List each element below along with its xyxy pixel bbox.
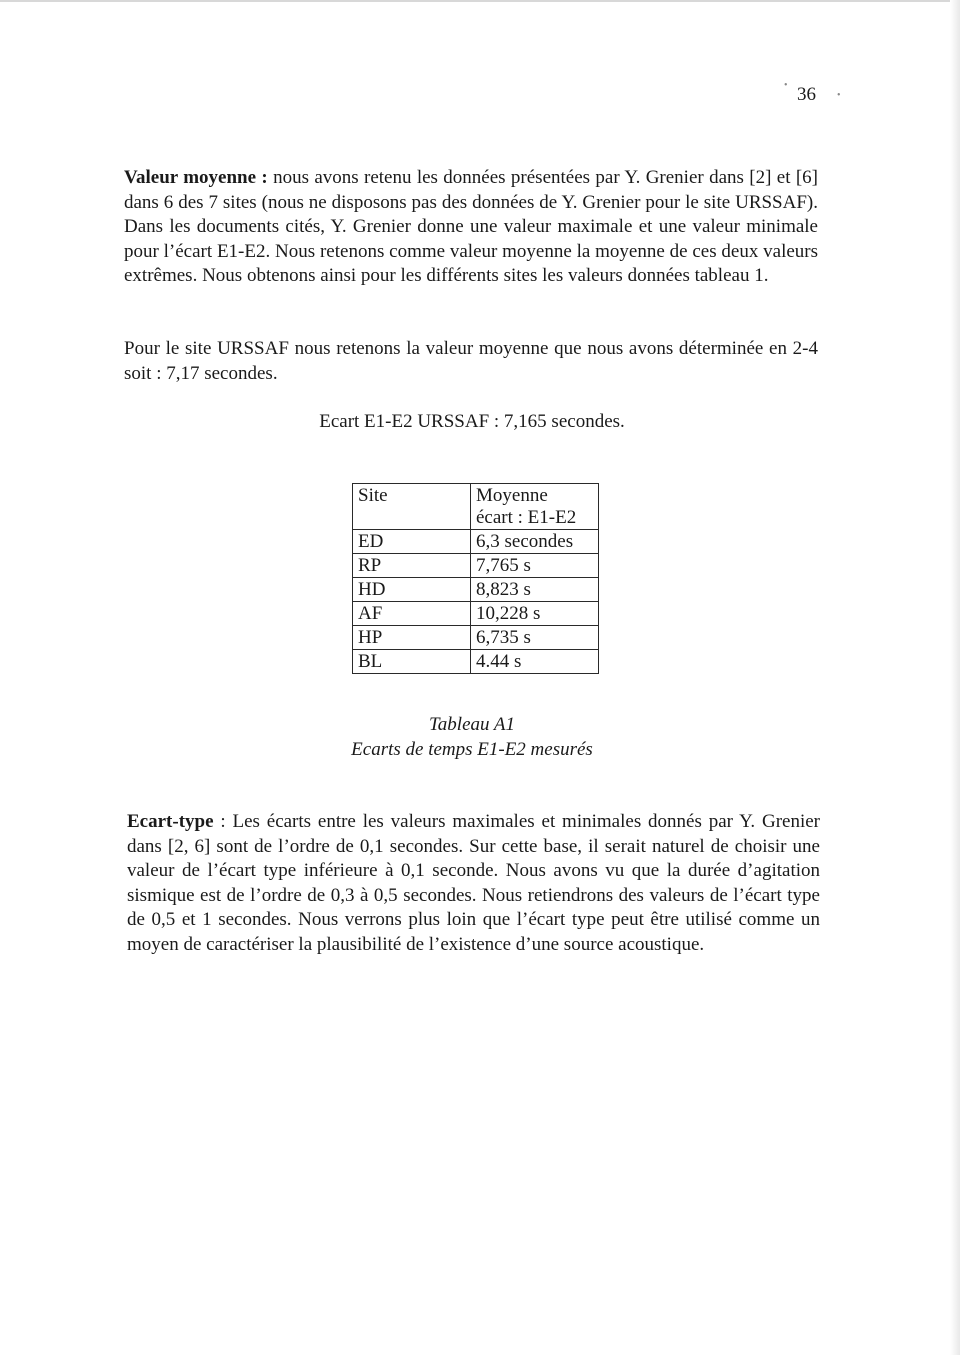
table-cell-value: 8,823 s (471, 578, 599, 602)
table-cell-site: BL (353, 650, 471, 674)
urssaf-gap-line: Ecart E1-E2 URSSAF : 7,165 secondes. (319, 411, 625, 432)
page-right-edge (950, 0, 960, 1355)
table-caption-subtitle: Ecarts de temps E1-E2 mesurés (351, 739, 593, 760)
table-row (353, 650, 599, 674)
table-cell-value: 7,765 s (471, 554, 599, 578)
paragraph-valeur-moyenne (124, 166, 818, 289)
table-row (353, 578, 599, 602)
table-header-mean-line1: Moyenne (476, 485, 548, 506)
scan-speck: • (784, 80, 788, 91)
data-table (352, 483, 599, 674)
table-cell-value: 6,3 secondes (471, 530, 599, 554)
table-cell-site: ED (353, 530, 471, 554)
table-header-site: Site (353, 484, 471, 530)
table-row (353, 626, 599, 650)
table-cell-value: 4.44 s (471, 650, 599, 674)
table-cell-site: HD (353, 578, 471, 602)
paragraph-text: : Les écarts entre les valeurs maximales et minimales donnés par Y. Grenier dans [2, 6] sont de l’ordre de 0,1 secondes. Sur cette base, il serait naturel de choisir une valeur de l’écart type inférieure à 0,1 seconde. Nous avons vu que la durée d’agitation sismique est de l’ordre de 0,3 à 0,5 secondes. Nous retiendrons des valeurs de l’écart type de 0,5 et 1 secondes. Nous verrons plus loin que l’écart type peut être utilisé comme un moyen de caractériser la plausibilité de l’existence d’une source acoustique. (127, 811, 820, 955)
table-caption-title: Tableau A1 (428, 714, 516, 735)
table-cell-site: AF (353, 602, 471, 626)
paragraph-text: nous avons retenu les données présentées par Y. Grenier dans [2] et [6] dans 6 des 7 sites (nous ne disposons pas des données de Y. Grenier pour le site URSSAF). Dans les documents cités, Y. Grenier donne une valeur maximale et une valeur minimale pour l’écart E1-E2. Nous retenons comme valeur moyenne la moyenne de ces deux valeurs extrêmes. Nous obtenons ainsi pour les différents sites les valeurs données tableau 1. (124, 167, 818, 287)
table-caption (0, 712, 944, 762)
table-row (353, 530, 599, 554)
page-top-edge (0, 0, 960, 2)
page-number: 36 (797, 84, 816, 105)
paragraph-bold-label: Ecart-type (127, 811, 214, 832)
scan-speck: • (837, 90, 841, 101)
table-header-row (353, 484, 599, 530)
table-cell-site: RP (353, 554, 471, 578)
paragraph-ecart-type (127, 810, 820, 958)
table-cell-site: HP (353, 626, 471, 650)
table-header-mean-line2: écart : E1-E2 (476, 507, 577, 528)
paragraph-urssaf: Pour le site URSSAF nous retenons la valeur moyenne que nous avons déterminée en 2-4 soit : 7,17 secondes. (124, 338, 818, 384)
paragraph-bold-label: Valeur moyenne : (124, 167, 268, 188)
table-header-mean (471, 484, 599, 530)
table-cell-value: 10,228 s (471, 602, 599, 626)
table-row (353, 602, 599, 626)
table-cell-value: 6,735 s (471, 626, 599, 650)
table-row (353, 554, 599, 578)
